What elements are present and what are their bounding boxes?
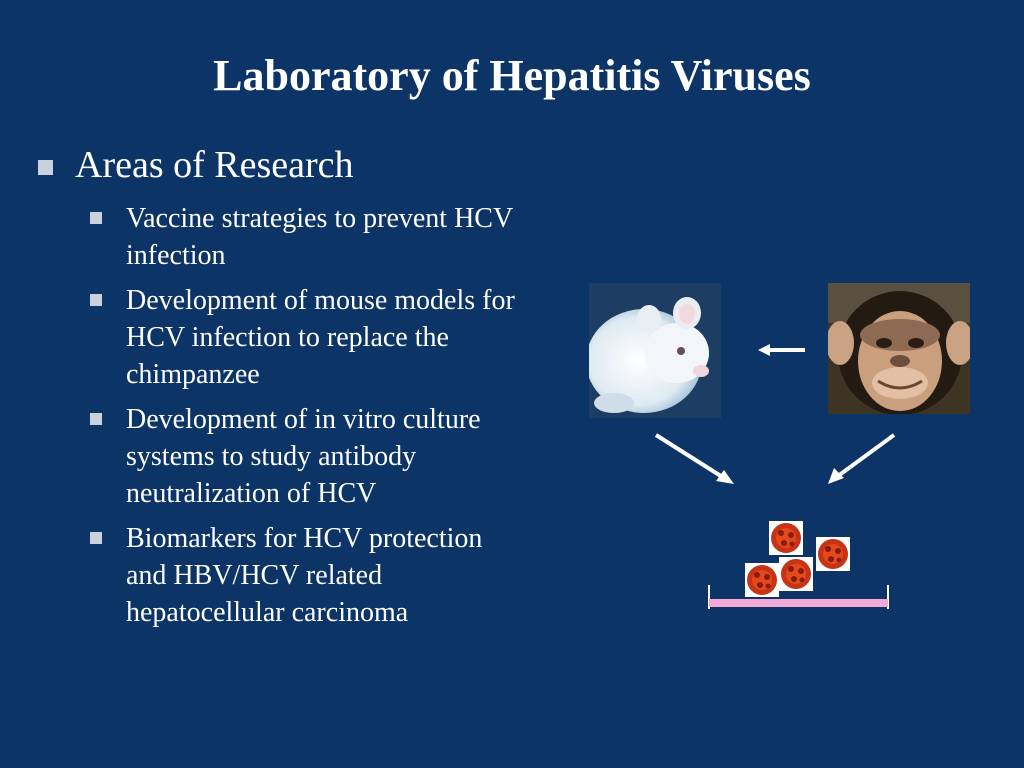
virus-icon: [745, 563, 779, 597]
bullet-square-icon: [90, 212, 102, 224]
sub-bullet: [90, 401, 530, 512]
sub-bullet-text: Vaccine strategies to prevent HCV infection: [126, 203, 513, 271]
sub-bullet-text: Biomarkers for HCV protection and HBV/HCV related hepatocellular carcinoma: [126, 523, 483, 628]
sub-bullet-text: Development of mouse models for HCV infection to replace the chimpanzee: [126, 285, 515, 390]
main-bullet-text: Areas of Research: [75, 144, 354, 186]
arrow-down-left-icon: [820, 430, 900, 490]
slide-title: Laboratory of Hepatitis Viruses: [213, 51, 811, 100]
bullet-square-icon: [90, 294, 102, 306]
mouse-photo: [589, 283, 721, 418]
chimpanzee-photo: [828, 283, 970, 414]
bullet-square-icon: [90, 413, 102, 425]
virus-icon: [779, 557, 813, 591]
virus-icon: [769, 521, 803, 555]
sub-bullet-list: [90, 200, 530, 639]
main-bullet: [38, 143, 354, 187]
sub-bullet: [90, 282, 530, 393]
sub-bullet: [90, 520, 530, 631]
sub-bullet: [90, 200, 530, 274]
bullet-square-icon: [38, 160, 53, 175]
arrow-left-icon: [750, 335, 810, 365]
bullet-square-icon: [90, 532, 102, 544]
virus-icon: [816, 537, 850, 571]
arrow-down-right-icon: [650, 430, 740, 490]
sub-bullet-text: Development of in vitro culture systems to study antibody neutralization of HCV: [126, 404, 481, 509]
